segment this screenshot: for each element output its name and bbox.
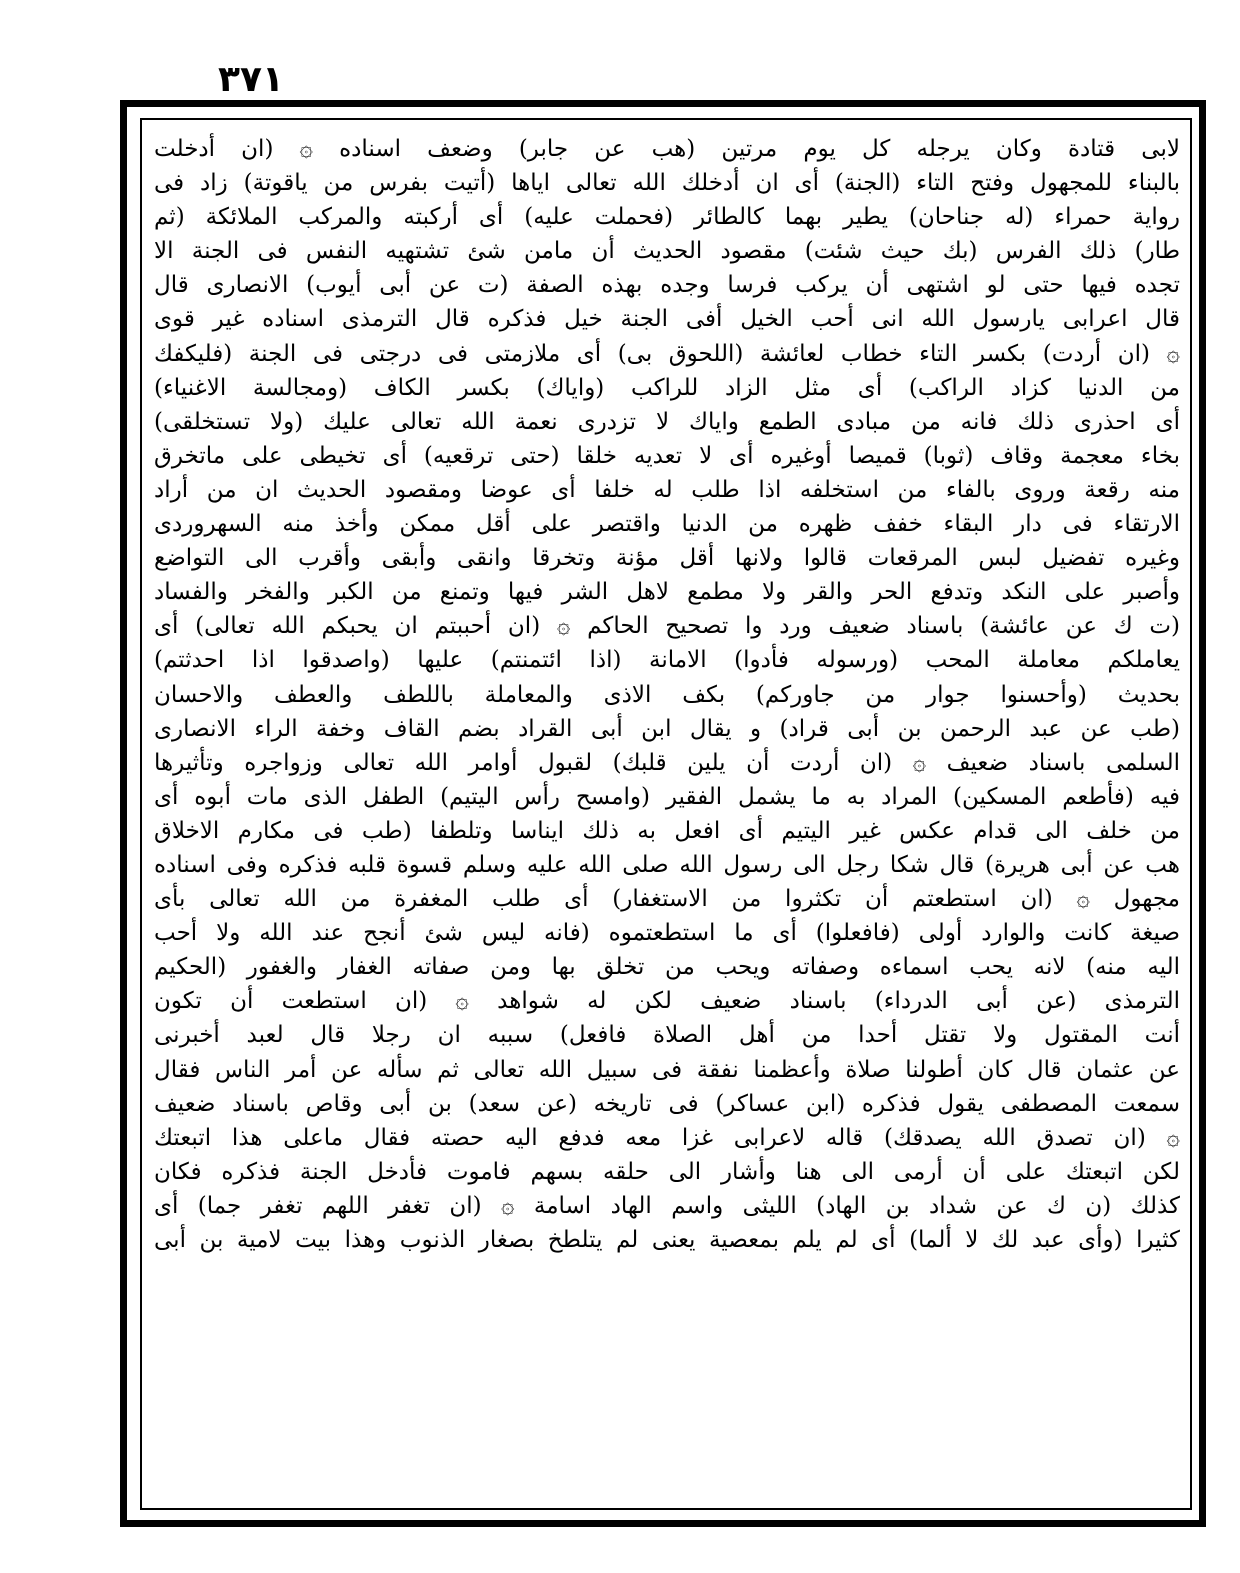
text-line: اليه منه) لانه يحب اسماءه وصفاته ويحب من تخلق بها ومن صفاته الغفار والغفور (الحكيم <box>154 954 1180 981</box>
text-line: عن عثمان قال كان أطولنا صلاة وأعظمنا نفقة فى سبيل الله تعالى ثم سأله عن أمر الناس فقال <box>154 1056 1180 1083</box>
text-line: أى احذرى ذلك فانه من مبادى الطمع واياك لا تزدرى نعمة الله تعالى عليك (ولا تستخلقى) <box>154 408 1180 435</box>
text-line: منه رقعة وروى بالفاء من استخلفه اذا طلب له خلفا أى عوضا ومقصود الحديث ان من أراد <box>154 476 1180 503</box>
page-number: ٣٧١ <box>218 59 284 100</box>
text-line: وغيره تفضيل لبس المرقعات قالوا ولانها أقل مؤنة وتخرقا وانقى وأبقى وأقرب الى التواضع <box>154 545 1180 572</box>
text-line: صيغة كانت والوارد أولى (فافعلوا) أى ما استطعتموه (فانه ليس شئ أنجح عند الله ولا أحب <box>154 920 1180 947</box>
text-body <box>154 132 1180 1496</box>
text-line: أنت المقتول ولا تقتل أحدا من أهل الصلاة فافعل) سببه ان رجلا قال لعبد أخبرنى <box>154 1022 1180 1049</box>
text-line: كذلك (ن ك عن شداد بن الهاد) الليثى واسم الهاد اسامة ۞ (ان تغفر اللهم تغفر جما) أى <box>154 1192 1180 1219</box>
text-line: قال اعرابى يارسول الله انى أحب الخيل أفى الجنة خيل فذكره قال الترمذى اسناده غير قوى <box>154 306 1180 333</box>
text-line: ۞ (ان تصدق الله يصدقك) قاله لاعرابى غزا معه فدفع اليه حصته فقال ماعلى هذا اتبعتك <box>154 1124 1180 1151</box>
text-line: السلمى باسناد ضعيف ۞ (ان أردت أن يلين قلبك) لقبول أوامر الله تعالى وزواجره وتأثيرها <box>154 749 1180 776</box>
text-line: الارتقاء فى دار البقاء خفف ظهره من الدنيا واقتصر على أقل ممكن وأخذ منه السهروردى <box>154 511 1180 538</box>
text-line: فيه (فأطعم المسكين) المراد به ما يشمل الفقير (وامسح رأس اليتيم) الطفل الذى مات أبوه أى <box>154 783 1180 810</box>
text-line: يعاملكم معاملة المحب (ورسوله فأدوا) الامانة (اذا ائتمنتم) عليها (واصدقوا اذا احدثتم) <box>154 647 1180 674</box>
text-line: بالبناء للمجهول وفتح التاء (الجنة) أى ان أدخلك الله تعالى اياها (أتيت بفرس من ياقوتة) زاد فى <box>154 170 1180 197</box>
text-line: كثيرا (وأى عبد لك لا ألما) أى لم يلم بمعصية يعنى لم يتلطخ بصغار الذنوب وهذا بيت لامية بن أبى <box>154 1227 1180 1253</box>
text-line: سمعت المصطفى يقول فذكره (ابن عساكر) فى تاريخه (عن سعد) بن أبى وقاص باسناد ضعيف <box>154 1090 1180 1117</box>
text-line: وأصبر على النكد وتدفع الحر والقر ولا مطمع لاهل الشر فيها وتمنع من الكبر والفخر والفساد <box>154 579 1180 606</box>
text-line: من خلف الى قدام عكس غير اليتيم أى افعل به ذلك ايناسا وتلطفا (طب فى مكارم الاخلاق <box>154 817 1180 844</box>
text-line: هب عن أبى هريرة) قال شكا رجل الى رسول الله صلى الله عليه وسلم قسوة قلبه فذكره وفى اسناده <box>154 851 1180 878</box>
text-line: رواية حمراء (له جناحان) يطير بهما كالطائر (فحملت عليه) أى أركبته والمركب الملائكة (ثم <box>154 204 1180 231</box>
text-line: (طب عن عبد الرحمن بن أبى قراد) و يقال ابن أبى القراد بضم القاف وخفة الراء الانصارى <box>154 715 1180 742</box>
text-line: (ت ك عن عائشة) باسناد ضعيف ورد وا تصحيح الحاكم ۞ (ان أحببتم ان يحبكم الله تعالى) أى <box>154 613 1180 640</box>
text-line: تجده فيها حتى لو اشتهى أن يركب فرسا وجده بهذه الصفة (ت عن أبى أيوب) الانصارى قال <box>154 272 1180 299</box>
text-line: بحديث (وأحسنوا جوار من جاوركم) بكف الاذى والمعاملة باللطف والعطف والاحسان <box>154 681 1180 708</box>
text-line: لكن اتبعتك على أن أرمى الى هنا وأشار الى حلقه بسهم فاموت فأدخل الجنة فذكره فكان <box>154 1158 1180 1185</box>
text-line: طار) ذلك الفرس (بك حيث شئت) مقصود الحديث أن مامن شئ تشتهيه النفس فى الجنة الا <box>154 238 1180 265</box>
text-line: لابى قتادة وكان يرجله كل يوم مرتين (هب عن جابر) وضعف اسناده ۞ (ان أدخلت <box>154 136 1180 162</box>
text-line: بخاء معجمة وقاف (ثوبا) قميصا أوغيره أى لا تعديه خلقا (حتى ترقعيه) أى تخيطى على ماتخرق <box>154 442 1180 469</box>
text-line: من الدنيا كزاد الراكب) أى مثل الزاد للراكب (واياك) بكسر الكاف (ومجالسة الاغنياء) <box>154 374 1180 401</box>
text-line: الترمذى (عن أبى الدرداء) باسناد ضعيف لكن له شواهد ۞ (ان استطعت أن تكون <box>154 988 1180 1015</box>
text-line: ۞ (ان أردت) بكسر التاء خطاب لعائشة (اللحوق بى) أى ملازمتى فى درجتى فى الجنة (فليكفك <box>154 340 1180 367</box>
text-line: مجهول ۞ (ان استطعتم أن تكثروا من الاستغفار) أى طلب المغفرة من الله تعالى بأى <box>154 886 1180 913</box>
